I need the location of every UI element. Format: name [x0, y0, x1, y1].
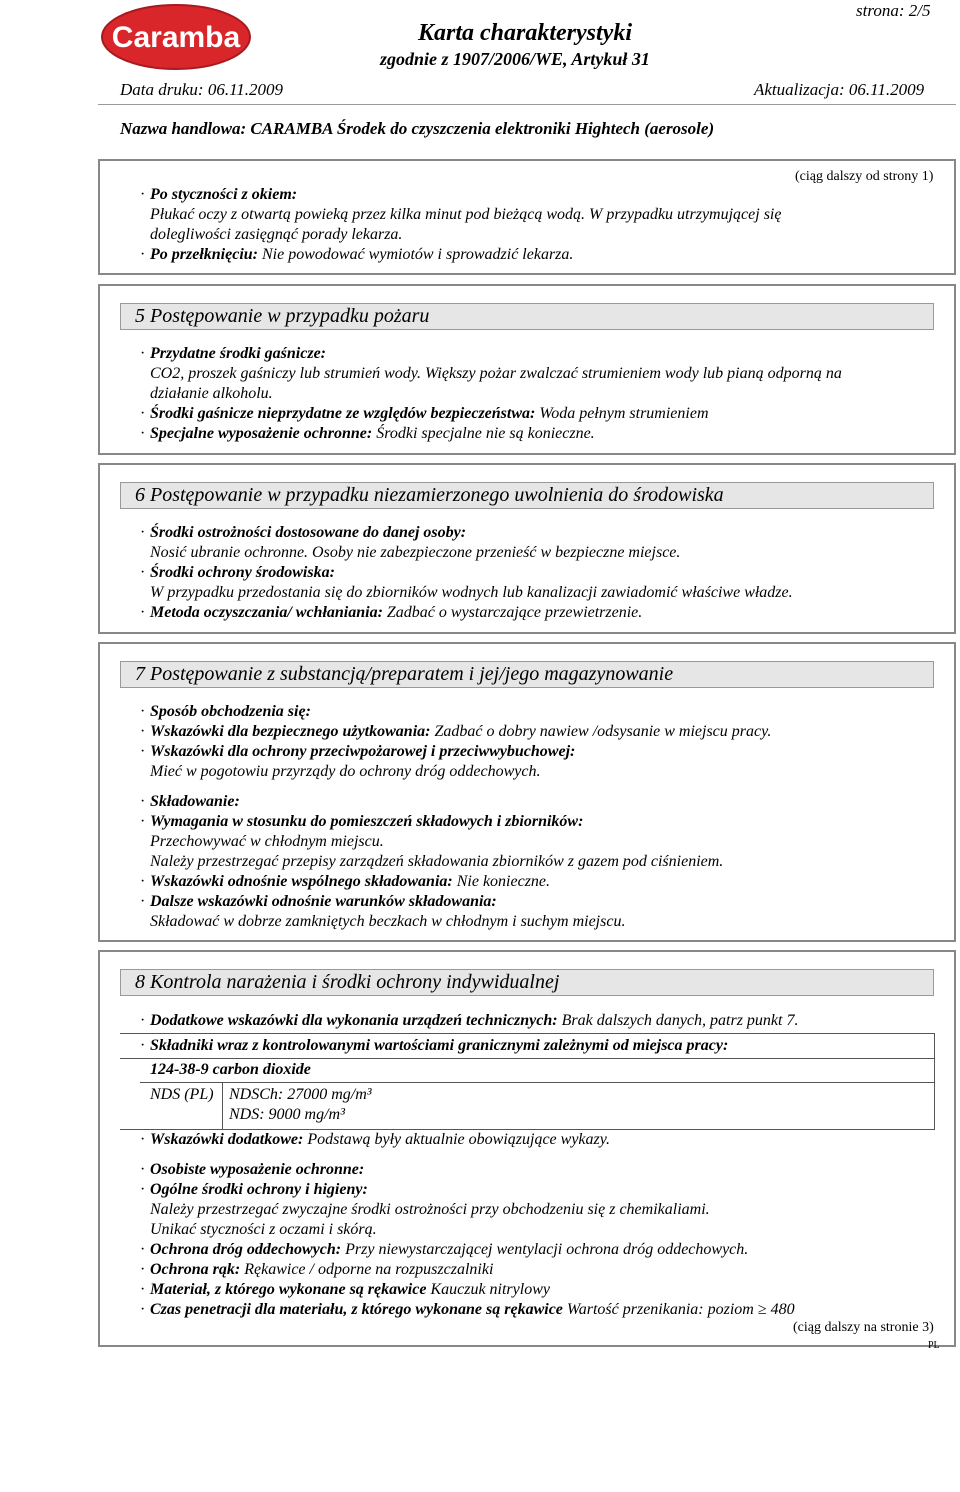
- penetration-time-label: Czas penetracji dla materiału, z którego wykonane są rękawice: [150, 1301, 563, 1318]
- respiratory-line: [150, 1241, 748, 1259]
- eye-contact-text-1: Płukać oczy z otwartą powieką przez kilka minut pod bieżącą wodą. W przypadku utrzymującej się: [150, 206, 782, 223]
- penetration-time-line: [150, 1301, 795, 1319]
- exposure-limits-header: Składniki wraz z kontrolowanymi wartościami granicznymi zależnymi od miejsca pracy:: [150, 1037, 729, 1054]
- trade-name: Nazwa handlowa: CARAMBA Środek do czyszczenia elektroniki Hightech (aerosole): [120, 119, 715, 138]
- hand-protection-label: Ochrona rąk:: [150, 1261, 241, 1278]
- personal-precautions-label: Środki ostrożności dostosowane do danej osoby:: [150, 524, 467, 541]
- safe-handling-label: Wskazówki dla bezpiecznego użytkowania:: [150, 723, 431, 740]
- joint-storage-line: [150, 873, 550, 891]
- respiratory-label: Ochrona dróg oddechowych:: [150, 1241, 342, 1258]
- hand-protection-text: Rękawice / odporne na rozpuszczalniki: [240, 1261, 494, 1278]
- joint-storage-text: Nie konieczne.: [452, 873, 551, 890]
- table-header-divider: [120, 1058, 935, 1059]
- fire-protection-text: Mieć w pogotowiu przyrządy do ochrony dróg oddechowych.: [150, 763, 541, 780]
- language-code: PL: [928, 1340, 940, 1351]
- special-equipment-label: Specjalne wyposażenie ochronne:: [150, 425, 373, 442]
- cleaning-method-line: [150, 604, 642, 622]
- print-date: Data druku: 06.11.2009: [120, 80, 284, 99]
- joint-storage-label: Wskazówki odnośnie wspólnego składowania:: [150, 873, 453, 890]
- safe-handling-text: Zadbać o dobry nawiew /odsysanie w miejscu pracy.: [430, 723, 772, 740]
- swallow-line: [150, 246, 573, 264]
- extinguishing-label: Przydatne środki gaśnicze:: [150, 345, 326, 362]
- continued-from-note: (ciąg dalszy od strony 1): [795, 169, 934, 184]
- glove-material-label: Materiał, z którego wykonane są rękawice: [150, 1281, 427, 1298]
- storage-conditions-text: Składować w dobrze zamkniętych beczkach w chłodnym i suchym miejscu.: [150, 913, 626, 930]
- ndsch-value: NDSCh: 27000 mg/m³: [229, 1086, 372, 1103]
- unsuitable-extinguishing-line: [150, 405, 709, 423]
- storage-requirements-label: Wymagania w stosunku do pomieszczeń składowych i zbiorników:: [150, 813, 584, 830]
- extinguishing-text-1: CO2, proszek gaśniczy lub strumień wody. Większy pożar zwalczać strumieniem wody lub pianą odporną na: [150, 365, 842, 382]
- storage-requirements-text-2: Należy przestrzegać przepisy zarządzeń składowania zbiorników z gazem pod ciśnieniem.: [150, 853, 724, 870]
- section-8-title: 8 Kontrola narażenia i środki ochrony indywidualnej: [120, 969, 934, 996]
- document-title: Karta charakterystyki: [418, 20, 632, 46]
- technical-measures-label: Dodatkowe wskazówki dla wykonania urządzeń technicznych:: [150, 1012, 558, 1029]
- additional-info-line: [150, 1131, 610, 1149]
- ppe-label: Osobiste wyposażenie ochronne:: [150, 1161, 365, 1178]
- hand-protection-line: [150, 1261, 493, 1279]
- header-divider: [98, 104, 956, 105]
- eye-contact-label: Po styczności z okiem:: [150, 186, 298, 203]
- handling-label: Sposób obchodzenia się:: [150, 703, 311, 720]
- eye-contact-text-2: dolegliwości zasięgnąć porady lekarza.: [150, 226, 403, 243]
- storage-label: Składowanie:: [150, 793, 240, 810]
- environmental-precautions-label: Środki ochrony środowiska:: [150, 564, 335, 581]
- table-border-top: [120, 1033, 935, 1034]
- continued-to-note: (ciąg dalszy na stronie 3): [793, 1320, 934, 1335]
- logo-text: Caramba: [111, 21, 241, 54]
- hygiene-label: Ogólne środki ochrony i higieny:: [150, 1181, 368, 1198]
- special-equipment-text: Środki specjalne nie są konieczne.: [372, 425, 595, 442]
- swallow-text: Nie powodować wymiotów i sprowadzić lekarza.: [258, 246, 574, 263]
- nds-label: NDS (PL): [150, 1086, 214, 1103]
- page-number: strona: 2/5: [856, 1, 931, 20]
- section-7-title: 7 Postępowanie z substancją/preparatem i jej/jego magazynowanie: [120, 661, 934, 688]
- hygiene-text-1: Należy przestrzegać zwyczajne środki ostrożności przy obchodzeniu się z chemikaliami.: [150, 1201, 710, 1218]
- unsuitable-extinguishing-label: Środki gaśnicze nieprzydatne ze względów bezpieczeństwa:: [150, 405, 536, 422]
- special-equipment-line: [150, 425, 595, 443]
- technical-measures-text: Brak dalszych danych, patrz punkt 7.: [557, 1012, 799, 1029]
- section-5-title: 5 Postępowanie w przypadku pożaru: [120, 303, 934, 330]
- storage-requirements-text-1: Przechowywać w chłodnym miejscu.: [150, 833, 384, 850]
- table-border-right: [934, 1033, 935, 1129]
- glove-material-text: Kauczuk nitrylowy: [426, 1281, 550, 1298]
- cleaning-method-label: Metoda oczyszczania/ wchłaniania:: [150, 604, 383, 621]
- penetration-time-text: Wartość przenikania: poziom ≥ 480: [562, 1301, 795, 1318]
- respiratory-text: Przy niewystarczającej wentylacji ochrona dróg oddechowych.: [341, 1241, 749, 1258]
- unsuitable-extinguishing-text: Woda pełnym strumieniem: [535, 405, 709, 422]
- swallow-label: Po przełknięciu:: [150, 246, 258, 263]
- table-column-divider: [222, 1082, 223, 1129]
- nds-value: NDS: 9000 mg/m³: [229, 1106, 345, 1123]
- additional-info-text: Podstawą były aktualnie obowiązujące wykazy.: [303, 1131, 610, 1148]
- cleaning-method-text: Zadbać o wystarczające przewietrzenie.: [382, 604, 643, 621]
- safe-handling-line: [150, 723, 771, 741]
- additional-info-label: Wskazówki dodatkowe:: [150, 1131, 304, 1148]
- table-border-bottom: [120, 1129, 935, 1130]
- fire-protection-label: Wskazówki dla ochrony przeciwpożarowej i przeciwwybuchowej:: [150, 743, 576, 760]
- technical-measures-line: [150, 1012, 798, 1030]
- caramba-logo: [100, 3, 252, 71]
- personal-precautions-text: Nosić ubranie ochronne. Osoby nie zabezpieczone przenieść w bezpieczne miejsce.: [150, 544, 681, 561]
- extinguishing-text-2: działanie alkoholu.: [150, 385, 273, 402]
- substance-name: 124-38-9 carbon dioxide: [150, 1061, 311, 1078]
- hygiene-text-2: Unikać styczności z oczami i skórą.: [150, 1221, 377, 1238]
- storage-conditions-label: Dalsze wskazówki odnośnie warunków składowania:: [150, 893, 497, 910]
- glove-material-line: [150, 1281, 550, 1299]
- section-6-title: 6 Postępowanie w przypadku niezamierzonego uwolnienia do środowiska: [120, 482, 934, 509]
- environmental-precautions-text: W przypadku przedostania się do zbiorników wodnych lub kanalizacji zawiadomić właściwe władze.: [150, 584, 793, 601]
- table-row-divider: [140, 1082, 935, 1083]
- document-subtitle: zgodnie z 1907/2006/WE, Artykuł 31: [380, 49, 650, 69]
- update-date: Aktualizacja: 06.11.2009: [754, 80, 925, 99]
